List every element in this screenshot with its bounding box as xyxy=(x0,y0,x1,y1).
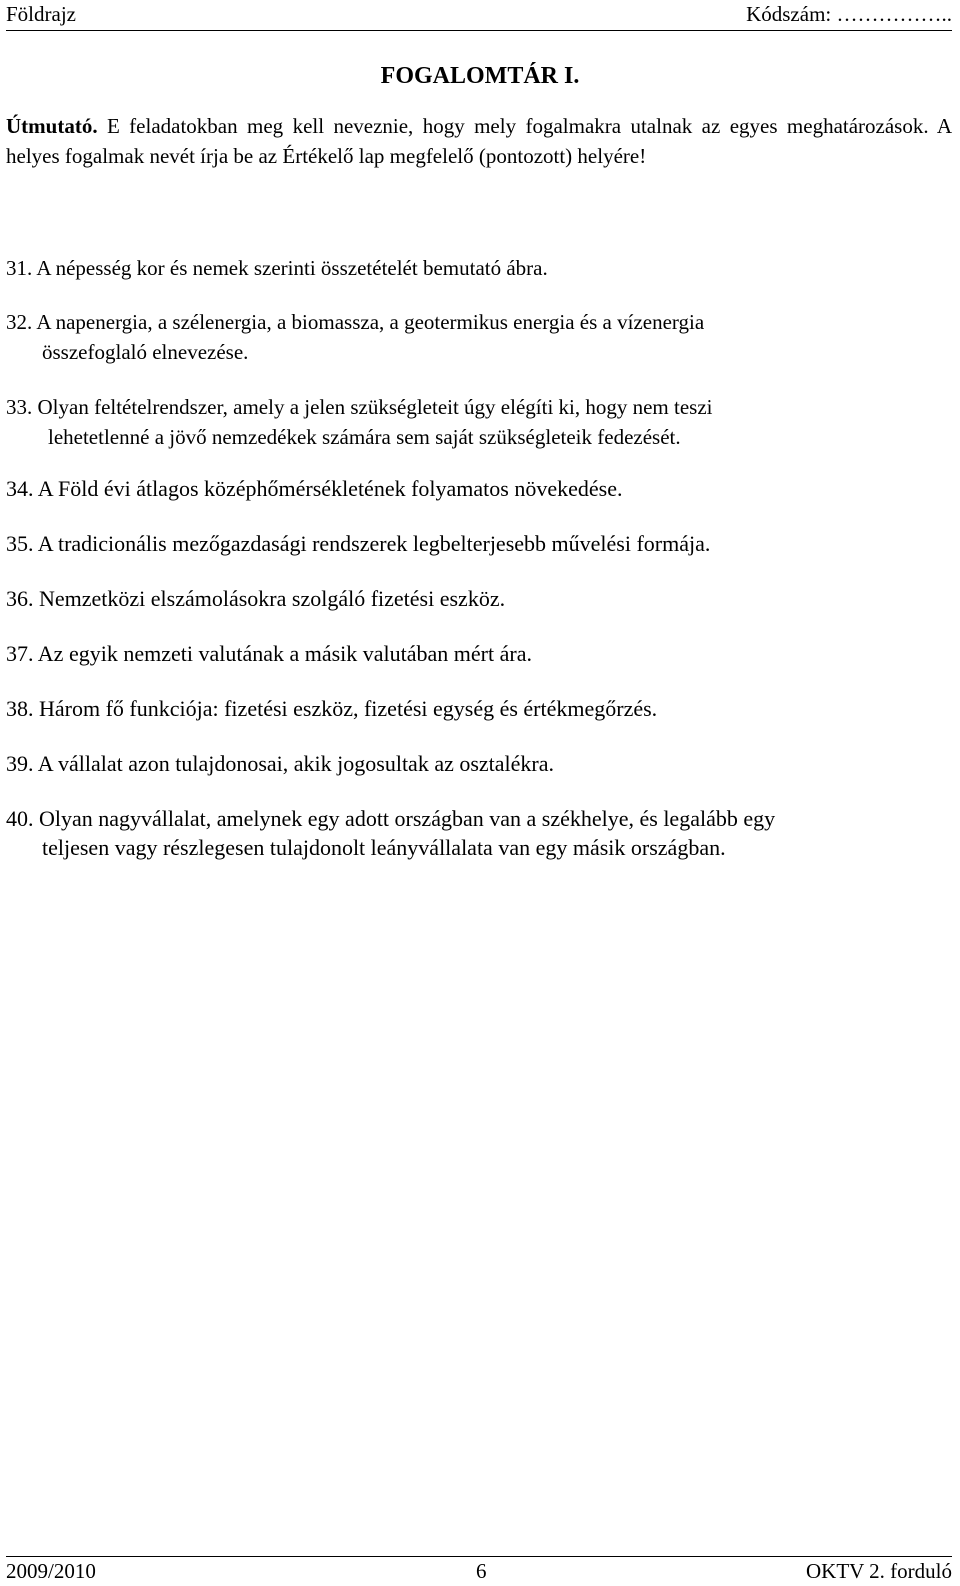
question-text: Nemzetközi elszámolásokra szolgáló fizetési eszköz. xyxy=(39,586,506,611)
question-33 xyxy=(6,392,952,452)
round-label: OKTV 2. forduló xyxy=(805,1559,952,1583)
question-37 xyxy=(6,639,952,668)
question-36 xyxy=(6,584,952,613)
question-38 xyxy=(6,694,952,723)
question-40 xyxy=(6,804,952,862)
question-32 xyxy=(6,307,952,367)
question-number: 36. xyxy=(6,586,34,611)
code-label: Kódszám: …………….. xyxy=(746,2,952,26)
question-number: 31. xyxy=(6,256,33,280)
question-number: 38. xyxy=(6,696,34,721)
question-text-cont: lehetetlenné a jövő nemzedékek számára sem saját szükségleteik fedezését. xyxy=(48,425,681,449)
question-text-cont: teljesen vagy részlegesen tulajdonolt leányvállalata van egy másik országban. xyxy=(42,835,726,860)
question-text: A népesség kor és nemek szerinti összetételét bemutató ábra. xyxy=(36,256,548,280)
question-number: 32. xyxy=(6,310,33,334)
question-text: A Föld évi átlagos középhőmérsékletének folyamatos növekedése. xyxy=(37,476,623,501)
school-year: 2009/2010 xyxy=(6,1559,96,1583)
question-text: Három fő funkciója: fizetési eszköz, fizetési egység és értékmegőrzés. xyxy=(39,696,658,721)
question-text: Az egyik nemzeti valutának a másik valutában mért ára. xyxy=(37,641,532,666)
question-text: A tradicionális mezőgazdasági rendszerek legbelterjesebb művelési formája. xyxy=(37,531,711,556)
question-text: Olyan nagyvállalat, amelynek egy adott országban van a székhelye, és legalább egy xyxy=(39,806,776,831)
question-39 xyxy=(6,749,952,778)
page-title: FOGALOMTÁR I. xyxy=(380,63,580,89)
question-35 xyxy=(6,529,952,558)
subject-label: Földrajz xyxy=(6,2,76,26)
instructions-text: E feladatokban meg kell neveznie, hogy mely fogalmakra utalnak az egyes meghatározások. A helyes fogalmak nevét írja be az Értékelő lap megfelelő (pontozott) helyére! xyxy=(6,114,952,168)
instructions xyxy=(6,111,952,171)
question-34 xyxy=(6,474,952,503)
question-text: A vállalat azon tulajdonosai, akik jogosultak az osztalékra. xyxy=(37,751,555,776)
question-text-cont: összefoglaló elnevezése. xyxy=(42,340,249,364)
question-number: 35. xyxy=(6,531,34,556)
page-number: 6 xyxy=(476,1559,487,1583)
question-number: 39. xyxy=(6,751,34,776)
question-number: 33. xyxy=(6,395,33,419)
question-number: 40. xyxy=(6,806,34,831)
page-footer xyxy=(6,1556,952,1586)
instructions-label: Útmutató. xyxy=(6,114,98,138)
question-text: A napenergia, a szélenergia, a biomassza, a geotermikus energia és a vízenergia xyxy=(36,310,705,334)
question-31 xyxy=(6,253,952,283)
question-text: Olyan feltételrendszer, amely a jelen szükségleteit úgy elégíti ki, hogy nem teszi xyxy=(37,395,713,419)
question-number: 34. xyxy=(6,476,34,501)
question-number: 37. xyxy=(6,641,34,666)
page-header xyxy=(6,0,952,31)
